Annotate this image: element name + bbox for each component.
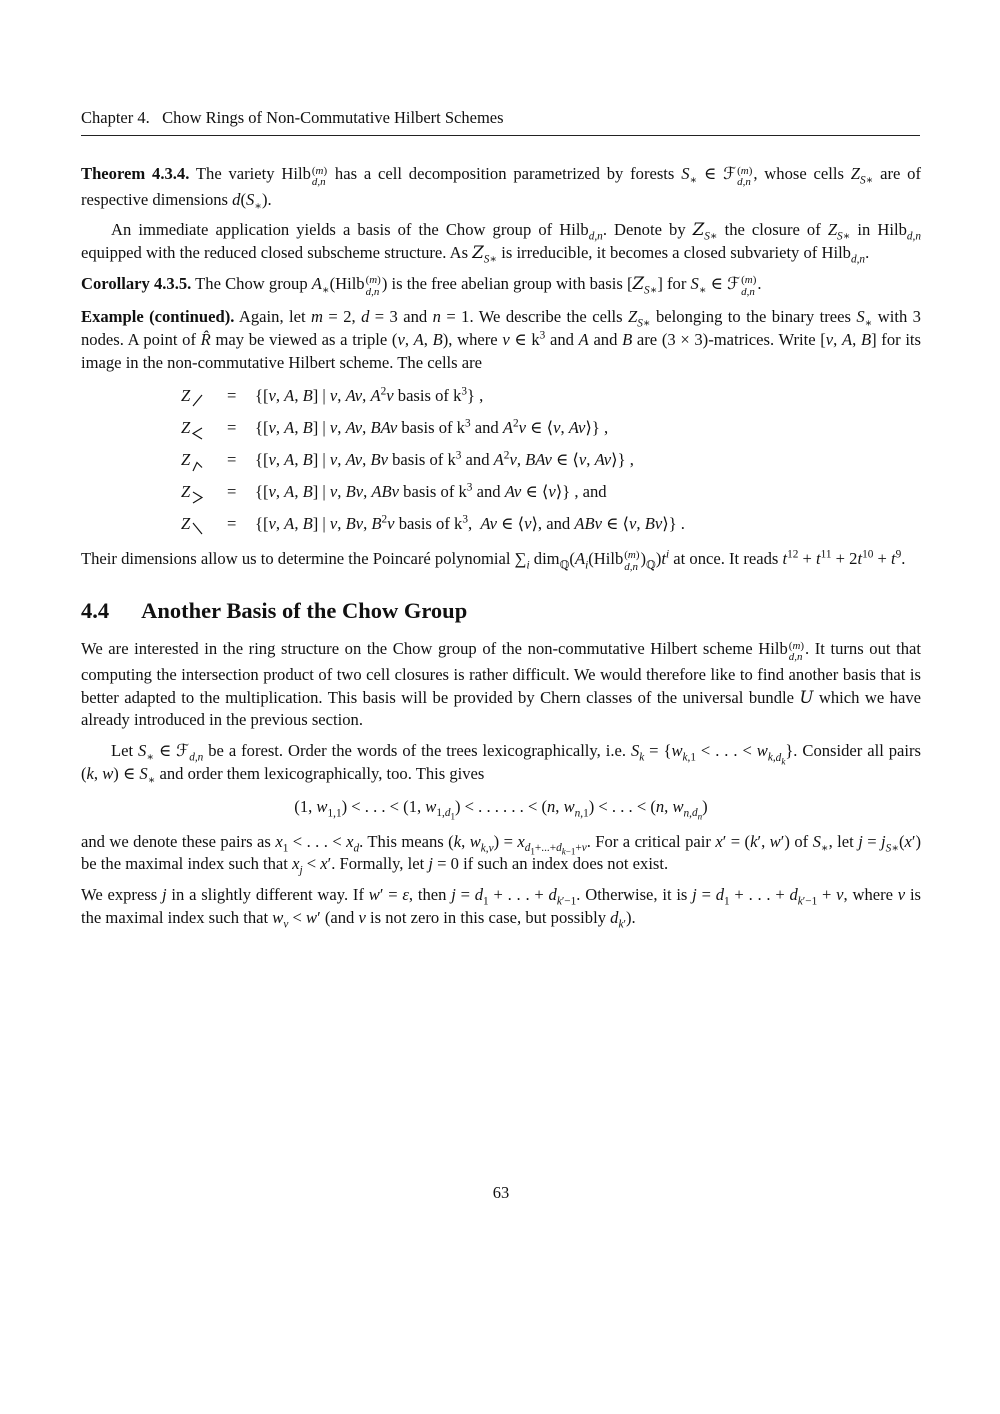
cell-definition: {[v, A, B] | v, Bv, $B^2v$ basis of $k^3$, Av ∈ ⟨v⟩, and ABv ∈ ⟨v, Bv⟩} . (255, 513, 685, 533)
cell-equation-row-2 (181, 417, 921, 440)
cell-equations (181, 385, 921, 536)
paragraph-forest: Let $S_∗$ ∈ ℱ$_{d,n}$ be a forest. Order the words of the trees lexicographically, i.e. $S_k = \{w_{k,1}$ < . . . < $w_{k,d_k}$}. Consider all pairs (k, w) ∈ $S_∗$ and order them lexicographically, too. This gives (81, 741, 921, 787)
cell-equation-row-1 (181, 385, 921, 408)
cell-lhs (181, 385, 227, 408)
section-number: 4.4 (81, 598, 110, 624)
cell-symbol: Z (181, 481, 191, 501)
paragraph-express: We express j in a slightly different way. If w′ = ε, then $j = d_1$ + . . . + $d_{k'-1}$. Otherwise, it is $j = d_1$ + . . . + $d_{k'-1} + \nu$, where ν is the maximal index such that $w_\nu < w'$ (and ν is not zero in this case, but possibly $d_{k'}$). (81, 885, 922, 931)
equals-sign: = (227, 417, 237, 437)
cell-definition: {[v, A, B] | v, Av, $A^2v$ basis of $k^3$} , (255, 385, 484, 405)
cell-equation-row-3 (181, 449, 921, 472)
paragraph-poincare: Their dimensions allow us to determine the Poincaré polynomial $\sum_i$ $dim_ℚ(A_i(Hilb$ (m) d,n )$_ℚ)t^i$ at once. It reads $t^{12} + t^{11} + 2t^{10} + t^9$. (81, 548, 906, 573)
section-heading (81, 597, 921, 624)
equals-sign: = (227, 449, 237, 469)
binary-tree-icon-5 (191, 522, 204, 536)
cell-lhs (181, 481, 227, 504)
binary-tree-icon-3 (191, 458, 204, 472)
cell-definition: {[v, A, B] | v, Av, Bv basis of $k^3$ and $A^2v$, BAv ∈ ⟨v, Av⟩} , (255, 449, 634, 469)
cell-symbol: Z (181, 417, 191, 437)
cell-equation-row-5 (181, 513, 921, 536)
cell-definition: {[v, A, B] | v, Av, BAv basis of $k^3$ and $A^2v$ ∈ ⟨v, Av⟩} , (255, 417, 609, 437)
cell-symbol: Z (181, 449, 191, 469)
cell-symbol: Z (181, 513, 191, 533)
cell-symbol: Z (181, 385, 191, 405)
equals-sign: = (227, 385, 237, 405)
binary-tree-icon-2 (191, 426, 204, 440)
page-number: 63 (492, 1183, 510, 1202)
paragraph-denote: and we denote these pairs as $x_1$ < . . . < $x_d$. This means (k, $w_{k,\nu}) = x_{d_1+...+d_{k-1}+\nu}$. For a critical pair x′ = (k′, w′) of $S_∗$, let $j = j_{S∗}(x')$ be the maximal index such that $x_j < x'$. Formally, let j = 0 if such an index does not exist. (81, 831, 922, 877)
running-header (81, 108, 920, 136)
cell-definition: {[v, A, B] | v, Bv, ABv basis of $k^3$ and Av ∈ ⟨v⟩} , and (255, 481, 607, 501)
binary-tree-icon-1 (191, 394, 204, 408)
theorem-4-3-4: Theorem 4.3.4. The variety Hilb (m) d,n has a cell decomposition parametrized by forests $S_∗$ ∈ ℱ (m) d,n , whose cells $Z_{S∗}$ are of respective dimensions $d(S_∗)$. (81, 164, 922, 212)
equals-sign: = (227, 481, 237, 501)
cell-lhs (181, 417, 227, 440)
paragraph-application: An immediate application yields a basis of the Chow group of Hilb$_{d,n}$. Denote by $Z_{S∗}$ the closure of $Z_{S∗}$ in Hilb$_{d,n}$ equipped with the reduced closed subscheme structure. As $Z_{S∗}$ is irreducible, it becomes a closed subvariety of Hilb$_{d,n}$. (81, 220, 921, 266)
paragraph-ring-structure: We are interested in the ring structure on the Chow group of the non-commutative Hilbert scheme Hilb (m) d,n . It turns out that computing the intersection product of two cell closures is rather difficult. We would therefore like to find another basis that is better adapted to the multiplication. This basis will be provided by Chern classes of the universal bundle U which we have already introduced in the previous section. (81, 639, 922, 730)
section-title: Another Basis of the Chow Group (141, 598, 468, 624)
cell-equation-row-4 (181, 481, 921, 504)
cell-lhs (181, 513, 227, 536)
pairs-equation: (1, $w_{1,1}$) < . . . < (1, $w_{1,d_1}$) < . . . . . . < (n, $w_{n,1}$) < . . . < (n, $w_{n,d_n}$) (294, 796, 708, 822)
corollary-4-3-5: Corollary 4.3.5. The Chow group $A_∗(Hilb$ (m) d,n ) is the free abelian group with basis $[Z_{S∗}]$ for $S_∗$ ∈ ℱ (m) d,n . (81, 273, 762, 298)
cell-lhs (181, 449, 227, 472)
equals-sign: = (227, 513, 237, 533)
page-content (81, 163, 921, 938)
example-continued: Example (continued). Again, let m = 2, d = 3 and n = 1. We describe the cells $Z_{S∗}$ belonging to the binary trees $S_∗$ with 3 nodes. A point of R̂ may be viewed as a triple (v, A, B), where v ∈ $k^3$ and A and B are (3 × 3)-matrices. Write [v, A, B] for its image in the non-commutative Hilbert scheme. The cells are (81, 307, 922, 373)
running-header-text: Chapter 4. Chow Rings of Non-Commutative Hilbert Schemes (81, 108, 504, 127)
binary-tree-icon-4 (191, 490, 204, 504)
